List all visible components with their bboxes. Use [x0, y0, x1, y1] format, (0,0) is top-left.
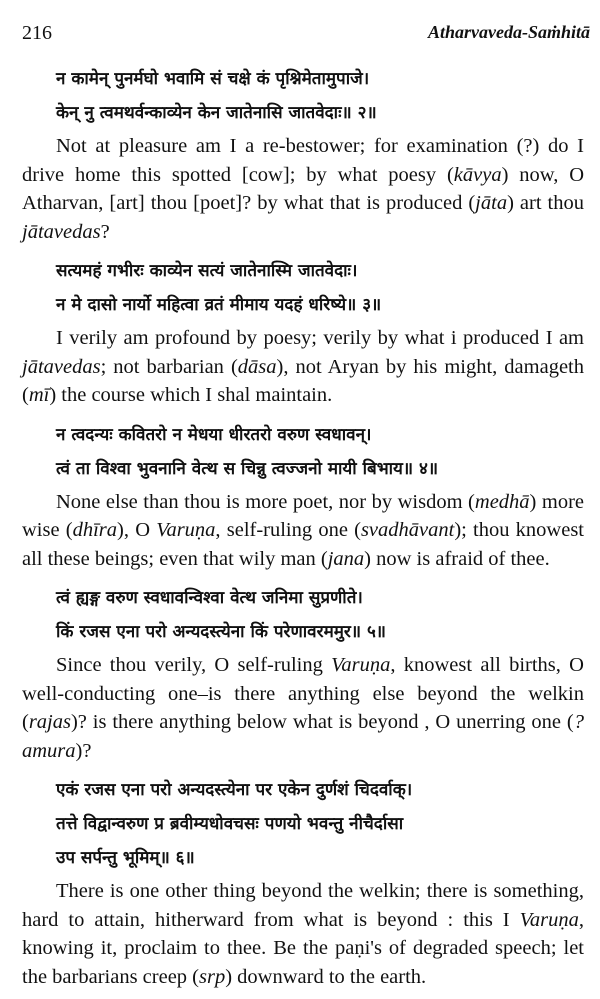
italic-term: mī — [28, 384, 50, 406]
sanskrit-line: त्वं ह्यङ्ग वरुण स्वधावन्विश्वा वेत्थ जनिमा सुप्रणीते। — [56, 588, 363, 608]
verse-block — [22, 418, 584, 574]
sanskrit-line: उप सर्पन्तु भूमिम्॥ ६॥ — [56, 848, 195, 868]
translation-text: ) more wise ( — [22, 490, 585, 541]
sanskrit-line: एकं रजस एना परो अन्यदस्त्येना पर एकेन दुर्णशं चिदर्वाक्। — [56, 780, 413, 800]
italic-term: jātavedas — [22, 355, 101, 378]
translation-text: Since thou verily, O self-ruling — [56, 654, 332, 676]
italic-term: jana — [327, 547, 365, 570]
translation-paragraph — [22, 651, 584, 765]
translation-text: ) the course which I shal maintain. — [49, 384, 333, 406]
verse-block — [22, 254, 584, 410]
italic-term: Varuṇa — [156, 519, 216, 541]
italic-term: srp — [199, 965, 226, 988]
italic-term: medhā — [474, 490, 530, 513]
italic-term: jāta — [475, 192, 508, 214]
text-body — [22, 62, 584, 999]
sanskrit-line: त्वं ता विश्वा भुवनानि वेत्थ स चिन्नु त्वज्जनो मायी बिभाय॥ ४॥ — [56, 458, 439, 479]
translation-text: I verily am profound by poesy; verily by what i produced I am — [56, 327, 584, 349]
translation-text: ), O — [117, 519, 157, 541]
italic-term: svadhāvant — [360, 519, 455, 541]
italic-term: ? amura — [22, 711, 584, 762]
page-number: 216 — [22, 22, 52, 44]
running-title: Atharvaveda-Saṁhitā — [427, 22, 590, 42]
translation-text: There is one other thing beyond the welkin; there is something, hard to attain, hitherward from what is beyond : this I — [22, 880, 584, 931]
page-header — [22, 22, 590, 48]
translation-paragraph — [22, 877, 584, 991]
translation-text: , self-ruling one ( — [215, 519, 361, 541]
sanskrit-line: न कामेन् पुनर्मघो भवामि सं चक्षे कं पृश्निमेतामुपाजे। — [56, 69, 370, 89]
translation-text: )? — [75, 739, 92, 762]
sanskrit-line: न त्वदन्यः कवितरो न मेधया धीरतरो वरुण स्वधावन्। — [56, 424, 372, 445]
translation-text: ), not Aryan by his might, damageth ( — [22, 355, 584, 406]
verse-block — [22, 581, 584, 765]
translation-text: ); thou knowest all these beings; even that wily man ( — [22, 519, 585, 570]
sanskrit-line: केन् नु त्वमथर्वन्काव्येन केन जातेनासि जातवेदाः॥ २॥ — [56, 103, 377, 123]
translation-text: Not at pleasure am I a re-bestower; for examination (?) do I drive home this spotted [cow]; by what poesy ( — [22, 135, 584, 186]
translation-paragraph — [22, 488, 584, 574]
verse-block — [22, 62, 584, 246]
translation-text: ? — [100, 220, 110, 243]
translation-text: , knowing it, proclaim to thee. Be the paṇi's of degraded speech; let the barbarians creep ( — [22, 908, 584, 988]
sanskrit-line: न मे दासो नार्यो महित्वा व्रतं मीमाय यदहं धरिष्ये॥ ३॥ — [56, 295, 382, 315]
italic-term: kāvya — [453, 163, 502, 186]
translation-paragraph — [22, 132, 584, 246]
translation-text: None else than thou is more poet, nor by wisdom ( — [56, 490, 475, 513]
translation-text: ) art thou — [507, 192, 584, 214]
italic-term: jātavedas — [22, 220, 101, 243]
italic-term: Varuṇa — [331, 654, 391, 676]
translation-text: ) now is afraid of thee. — [364, 547, 550, 570]
sanskrit-line: तत्ते विद्वान्वरुण प्र ब्रवीम्यधोवचसः पणयो भवन्तु नीचैर्दासा — [56, 814, 404, 834]
italic-term: dhīra — [72, 519, 118, 541]
italic-term: dāsa — [237, 355, 277, 378]
verse-block — [22, 773, 584, 991]
translation-text: ) now, O Atharvan, [art] thou [poet]? by what that is produced ( — [22, 163, 584, 214]
translation-text: )? is there anything below what is beyond , O unerring one ( — [70, 711, 574, 733]
italic-term: Varuṇa — [519, 908, 579, 931]
translation-text: ; not barbarian ( — [100, 355, 238, 378]
sanskrit-line: किं रजस एना परो अन्यदस्त्येना किं परेणावरममुर॥ ५॥ — [56, 622, 386, 642]
translation-text: , knowest all births, O well-conducting one–is there anything else beyond the welkin ( — [22, 654, 584, 733]
italic-term: rajas — [28, 711, 71, 733]
translation-text: ) downward to the earth. — [225, 965, 427, 988]
sanskrit-line: सत्यमहं गभीरः काव्येन सत्यं जातेनास्मि जातवेदाः। — [56, 261, 358, 281]
translation-paragraph — [22, 324, 584, 410]
